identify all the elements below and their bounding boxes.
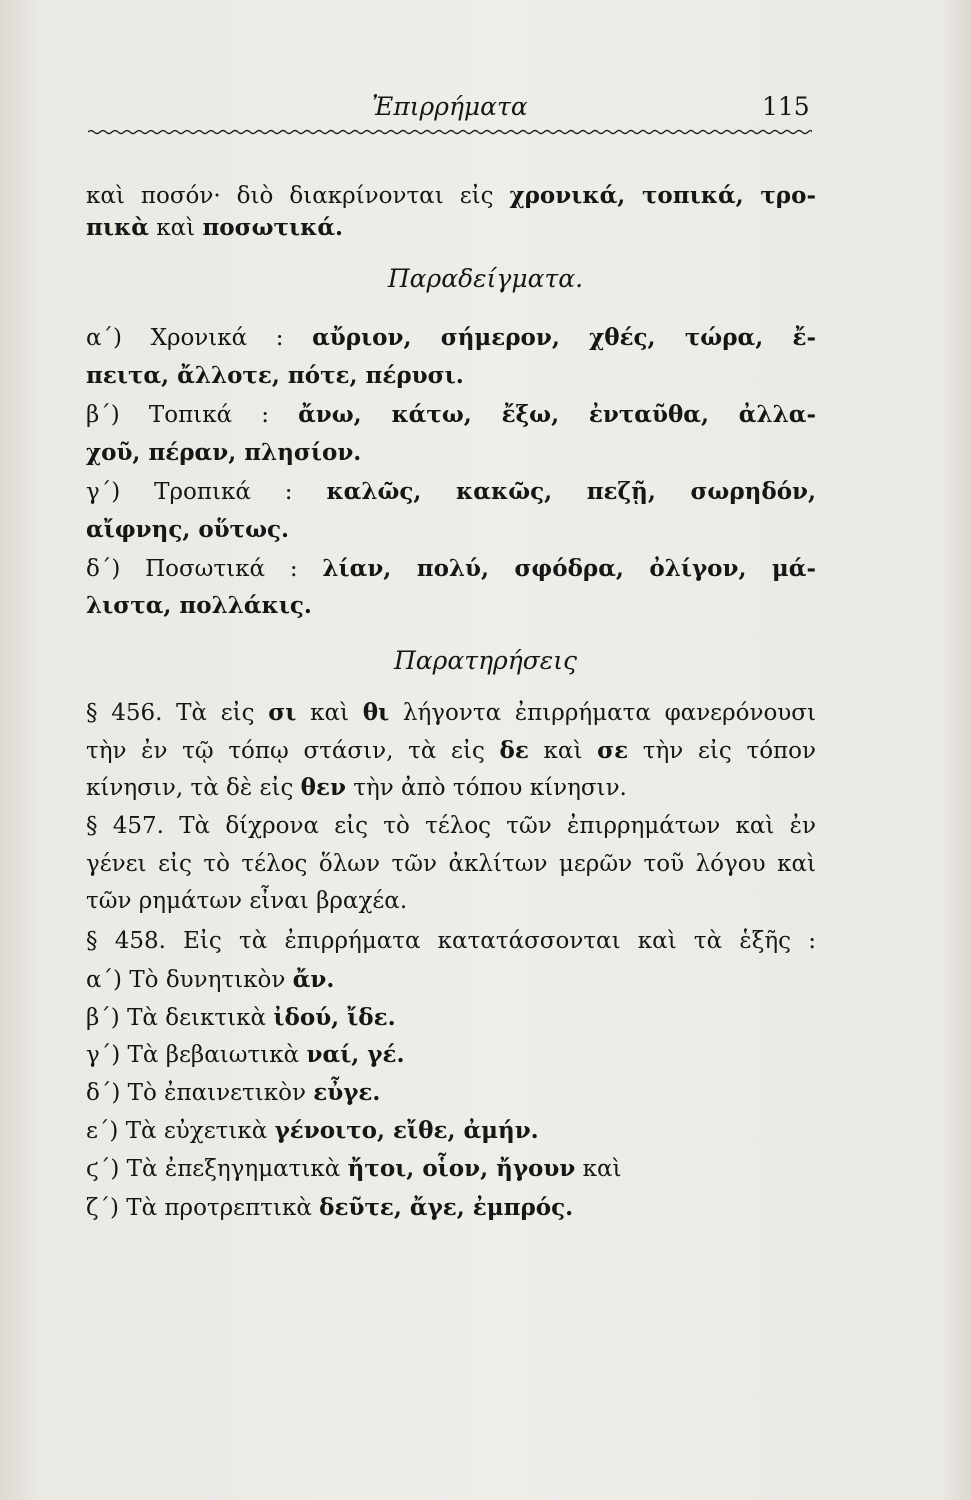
text-run: γ΄) Τὰ βεβαιωτικὰ — [86, 1042, 307, 1068]
list-item-zeta — [86, 1196, 816, 1220]
text-run: ζ΄) Τὰ προτρεπτικὰ — [86, 1195, 320, 1221]
text-line-12 — [86, 739, 816, 763]
running-title: Ἐπιρρήματα — [372, 92, 528, 121]
section-heading-observations: Παρατηρήσεις — [393, 646, 578, 675]
bold-term: λιστα, πολλάκις. — [86, 592, 312, 619]
text-line-14 — [86, 815, 816, 838]
text-line-13 — [86, 776, 816, 800]
text-line-15 — [86, 853, 816, 876]
list-item-delta — [86, 1081, 816, 1105]
bold-term: δεῦτε, ἄγε, ἐμπρός. — [319, 1194, 574, 1221]
list-item-epsilon — [86, 1119, 816, 1143]
bold-term: ἰδού, ἴδε. — [273, 1004, 396, 1031]
list-item-gamma — [86, 1043, 816, 1067]
text-line-4 — [86, 364, 816, 388]
page-header — [0, 92, 971, 132]
bold-term: αἴφνης, οὕτως. — [86, 516, 290, 543]
text-run: τῶν ρημάτων εἶναι βραχέα. — [86, 888, 408, 914]
text-run: β΄) Τὰ δεικτικὰ — [86, 1005, 274, 1031]
bold-term: ἄν. — [292, 966, 335, 993]
bold-term: ἄνω, κάτω, ἔξω, ἐνταῦθα, ἀλλα- — [298, 401, 817, 428]
list-item-alpha — [86, 968, 816, 992]
text-run: γ΄) Τροπικά : — [86, 479, 327, 505]
text-line-10 — [86, 594, 816, 618]
section-heading-examples: Παραδείγματα. — [387, 264, 584, 293]
text-run: β΄) Τοπικά : — [86, 402, 299, 428]
list-item-stigma — [86, 1157, 816, 1181]
bold-term: χρονικά, τοπικά, τρο- — [509, 182, 816, 209]
text-line-11 — [86, 701, 816, 725]
bold-term: πικὰ — [86, 214, 149, 241]
text-line-16 — [86, 890, 816, 913]
text-run: δ΄) Ποσωτικά : — [86, 556, 323, 582]
text-run: § 456. Τὰ εἰς — [86, 700, 269, 726]
text-run: καὶ — [148, 215, 203, 241]
text-run: ε΄) Τὰ εὐχετικὰ — [86, 1118, 275, 1144]
text-run: τὴν ἐν τῷ τόπῳ στάσιν, τὰ εἰς — [86, 738, 500, 764]
bold-term: δε — [499, 737, 529, 764]
text-run: καὶ — [296, 700, 363, 726]
bold-term: γένοιτο, εἴθε, ἀμήν. — [274, 1117, 539, 1144]
text-run: καὶ — [528, 738, 598, 764]
text-run: § 457. Τὰ δίχρονα εἰς τὸ τέλος τῶν ἐπιρρημάτων καὶ ἐν — [86, 813, 816, 839]
bold-term: εὖγε. — [313, 1079, 381, 1106]
bold-term: αὔριον, σήμερον, χθές, τώρα, ἔ- — [312, 324, 816, 351]
text-run: κίνησιν, τὰ δὲ εἰς — [86, 775, 301, 801]
bold-term: πειτα, ἄλλοτε, πότε, πέρυσι. — [86, 362, 464, 389]
bold-term: χοῦ, πέραν, πλησίον. — [86, 439, 362, 466]
text-line-1 — [86, 184, 816, 208]
text-line-6 — [86, 441, 816, 465]
text-run: δ΄) Τὸ ἐπαινετικὸν — [86, 1080, 314, 1106]
text-run: λήγοντα ἐπιρρήματα φανερόνουσι — [389, 700, 816, 726]
text-line-5 — [86, 403, 816, 427]
bold-term: θι — [362, 699, 390, 726]
text-run: καὶ — [575, 1156, 622, 1182]
text-line-2 — [86, 216, 816, 240]
bold-term: καλῶς, κακῶς, πεζῇ, σωρηδόν, — [326, 478, 816, 505]
text-line-9 — [86, 557, 816, 581]
text-line-3 — [86, 326, 816, 350]
text-run: α΄) Τὸ δυνητικὸν — [86, 967, 293, 993]
bold-term: ναί, γέ. — [306, 1041, 405, 1068]
text-run: § 458. Εἰς τὰ ἐπιρρήματα κατατάσσονται καὶ τὰ ἑξῆς : — [86, 928, 816, 954]
bold-term: σι — [268, 699, 297, 726]
text-run: τὴν εἰς τόπον — [628, 738, 816, 764]
text-run: α΄) Χρονικά : — [86, 325, 313, 351]
text-line-7 — [86, 480, 816, 504]
text-line-8 — [86, 518, 816, 542]
page-number: 115 — [762, 92, 810, 121]
bold-term: λίαν, πολύ, σφόδρα, ὀλίγον, μά- — [322, 555, 816, 582]
header-rule — [88, 128, 812, 136]
text-run: ϛ΄) Τὰ ἐπεξηγηματικὰ — [86, 1156, 348, 1182]
text-run: γένει εἰς τὸ τέλος ὅλων τῶν ἀκλίτων μερῶν τοῦ λόγου καὶ — [86, 851, 816, 877]
bold-term: θεν — [300, 774, 346, 801]
text-run: τὴν ἀπὸ τόπου κίνησιν. — [345, 775, 627, 801]
list-item-beta — [86, 1006, 816, 1030]
bold-term: σε — [597, 737, 629, 764]
text-run: καὶ ποσόν· διὸ διακρίνονται εἰς — [86, 183, 510, 209]
text-line-17 — [86, 930, 816, 953]
bold-term: ἤτοι, οἷον, ἤγουν — [347, 1155, 576, 1182]
bold-term: ποσωτικά. — [202, 214, 344, 241]
